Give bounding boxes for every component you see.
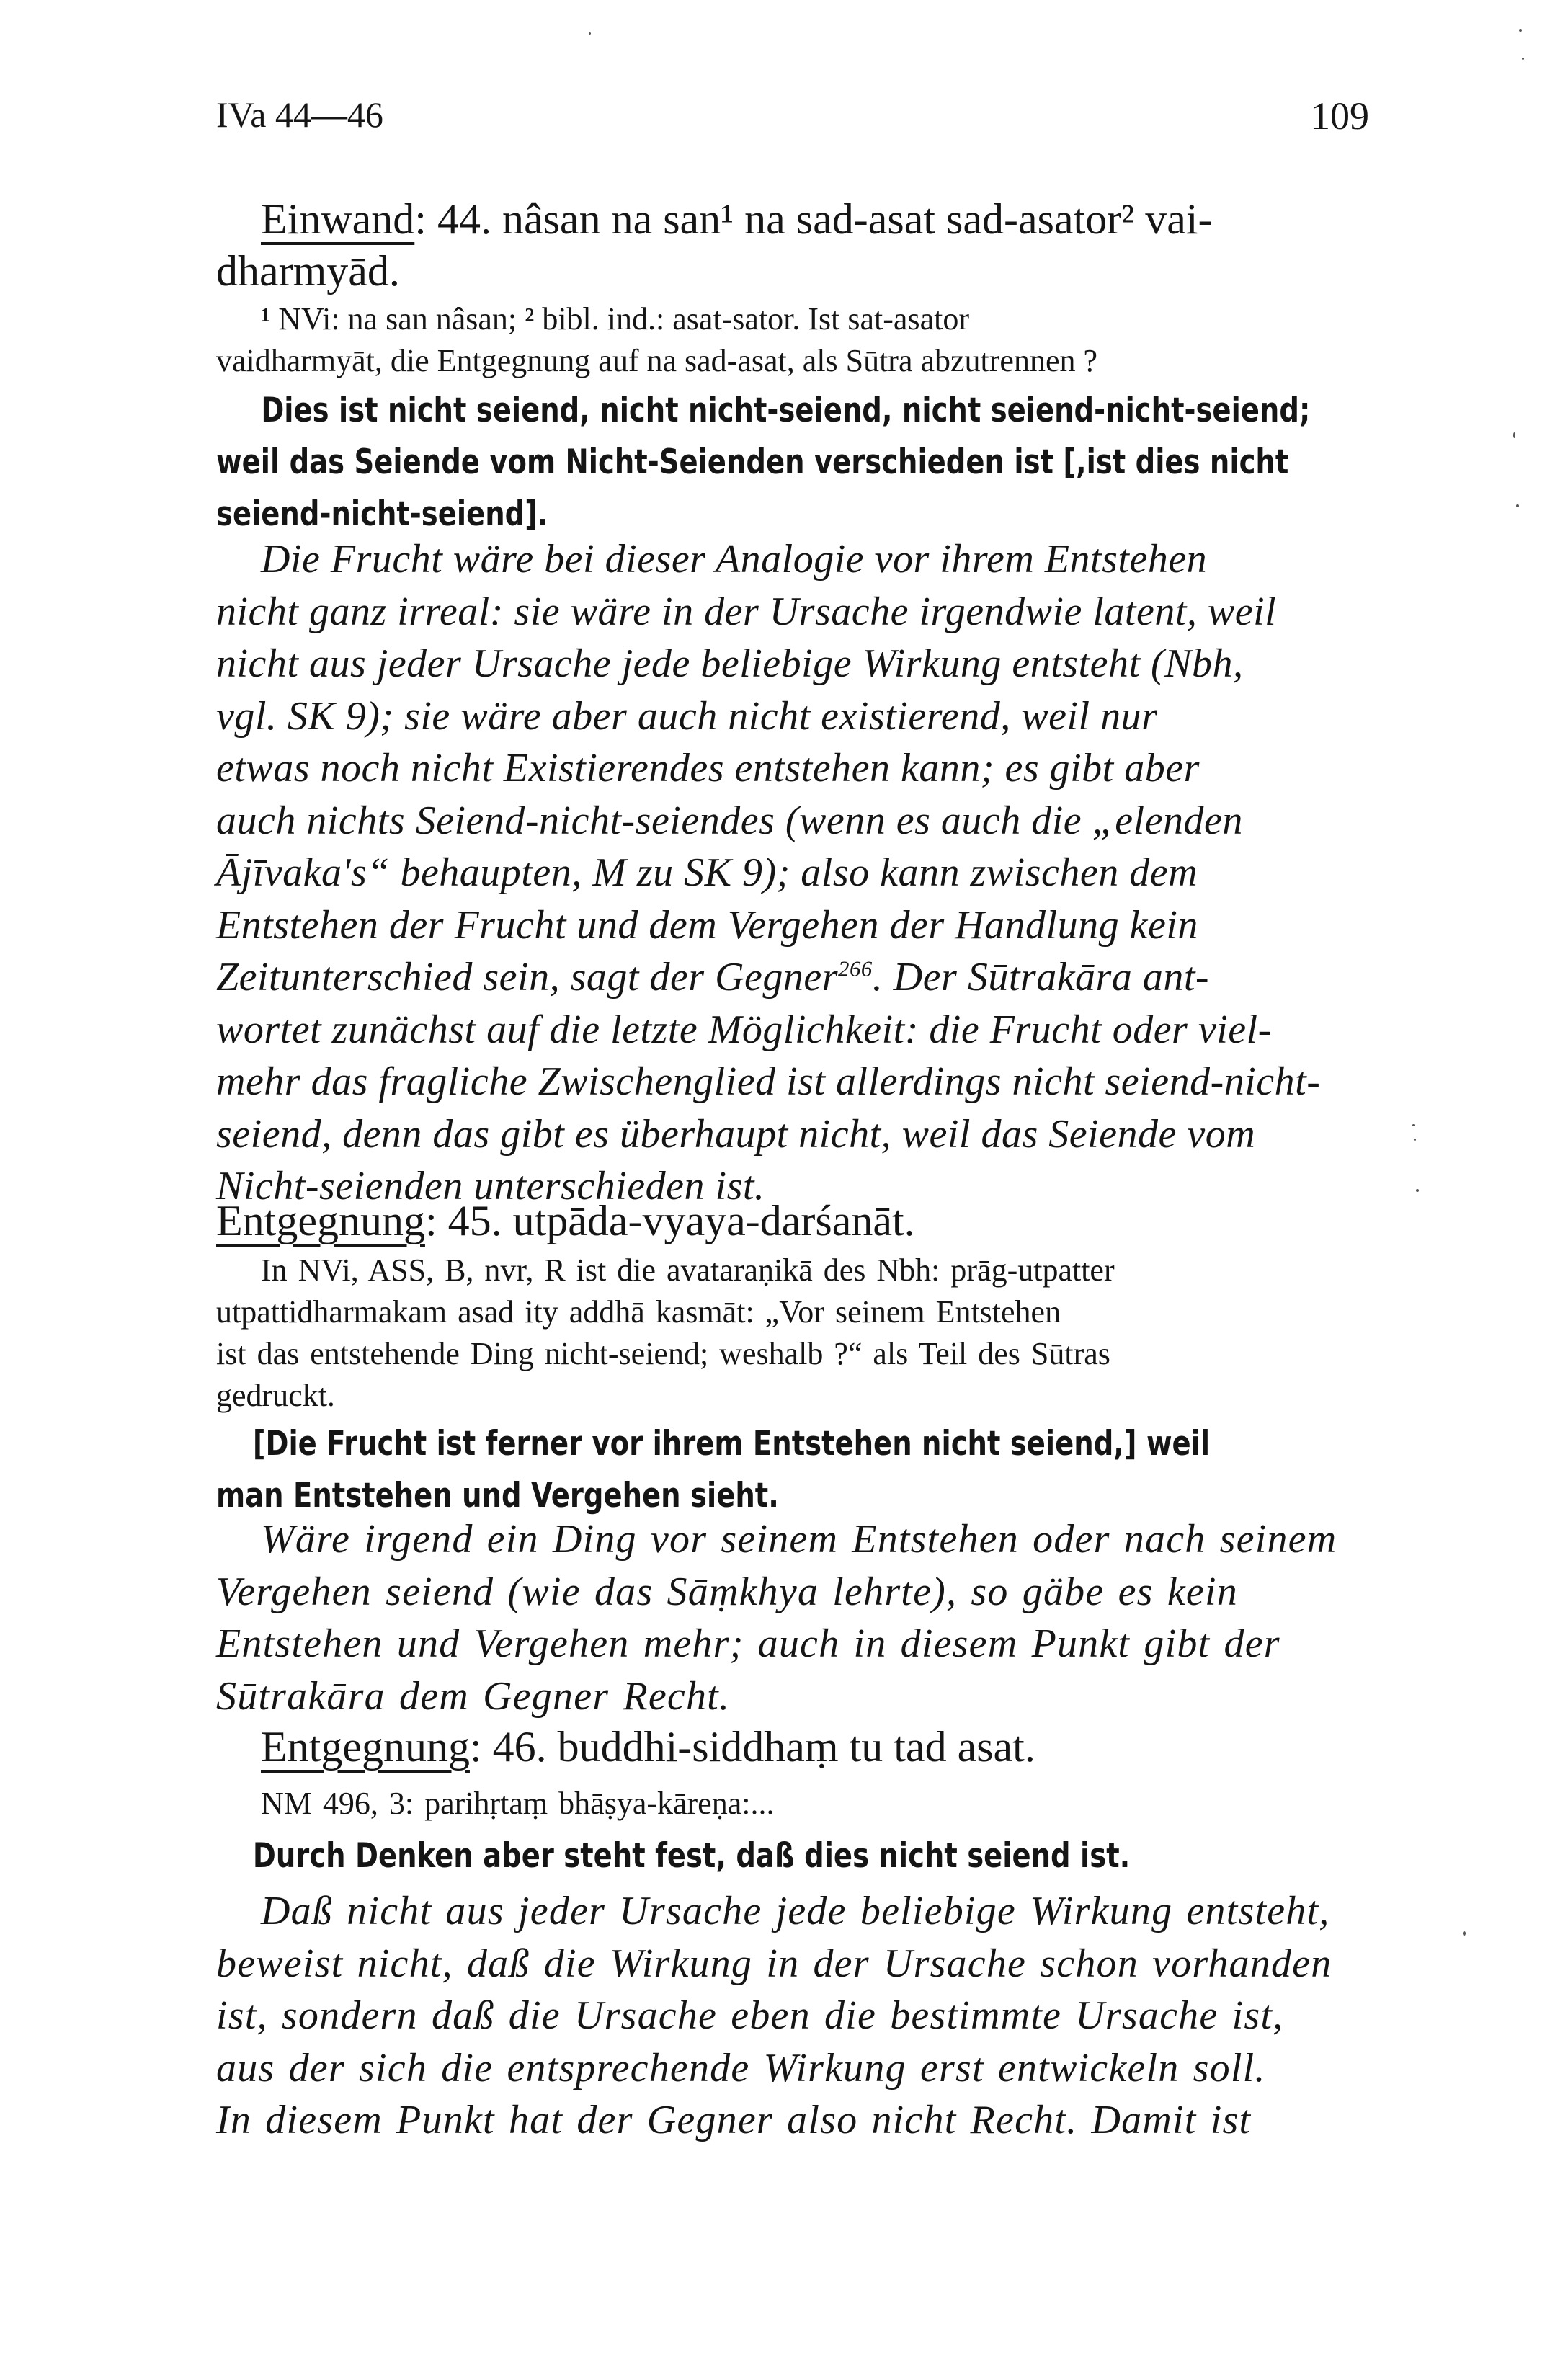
scan-speck [1414, 1139, 1416, 1141]
sutra-text: : 46. buddhi-siddhaṃ tu tad asat. [469, 1723, 1035, 1771]
commentary-line: mehr das fragliche Zwischenglied ist allerdings nicht seiend-nicht- [216, 1059, 1321, 1104]
commentary-line: beweist nicht, daß die Wirkung in der Ursache schon vorhanden [216, 1941, 1332, 1986]
sutra-44-heading [216, 193, 1369, 297]
scan-speck [1513, 432, 1515, 438]
commentary-line [216, 951, 1369, 1004]
translation-45 [216, 1418, 1369, 1522]
sutra-label: Einwand [261, 195, 415, 243]
commentary-line: Die Frucht wäre bei dieser Analogie vor ihrem Entstehen [261, 537, 1208, 582]
sutra-45-heading [216, 1195, 1369, 1247]
sutra-text: : 45. utpāda-vyaya-darśanāt. [424, 1197, 915, 1244]
commentary-line: vgl. SK 9); sie wäre aber auch nicht existierend, weil nur [216, 693, 1158, 739]
footnote-line: ist das entstehende Ding nicht-seiend; weshalb ?“ als Teil des Sūtras [216, 1336, 1110, 1371]
commentary-line: wortet zunächst auf die letzte Möglichkeit: die Frucht oder viel- [216, 1007, 1272, 1052]
scan-speck [1516, 504, 1519, 507]
translation-44 [216, 385, 1369, 540]
commentary-line: auch nichts Seiend-nicht-seiendes (wenn es auch die „elenden [216, 798, 1243, 843]
running-head [216, 94, 1369, 151]
footnote-line: In NVi, ASS, B, nvr, R ist die avataraṇikā des Nbh: prāg-utpatter [261, 1252, 1115, 1288]
translation-line: weil das Seiende vom Nicht-Seienden verschieden ist [,ist dies nicht [216, 442, 1289, 482]
footnote-46 [216, 1783, 1369, 1825]
translation-line: [Die Frucht ist ferner vor ihrem Entstehen nicht seiend,] weil [252, 1424, 1211, 1464]
scan-speck [589, 32, 591, 35]
scan-speck [1463, 1931, 1466, 1936]
translation-line: Dies ist nicht seiend, nicht nicht-seiend, nicht seiend-nicht-seiend; [261, 391, 1311, 430]
commentary-line: Entstehen der Frucht und dem Vergehen der Handlung kein [216, 902, 1198, 948]
commentary-line: aus der sich die entsprechende Wirkung erst entwickeln soll. [216, 2045, 1266, 2090]
footnote-44 [216, 298, 1369, 382]
commentary-line: etwas noch nicht Existierendes entstehen kann; es gibt aber [216, 746, 1200, 791]
commentary-text: Zeitunterschied sein, sagt der Gegner [216, 955, 839, 999]
scan-speck [1519, 29, 1522, 32]
commentary-45 [216, 1513, 1369, 1722]
footnote-line: gedruckt. [216, 1378, 335, 1413]
commentary-line: Daß nicht aus jeder Ursache jede beliebige Wirkung entsteht, [261, 1889, 1330, 1933]
commentary-line: In diesem Punkt hat der Gegner also nicht Recht. Damit ist [216, 2098, 1252, 2142]
commentary-line: seiend, denn das gibt es überhaupt nicht, weil das Seiende vom [216, 1111, 1256, 1157]
sutra-text-continuation: dharmyād. [216, 247, 400, 295]
commentary-line: Sūtrakāra dem Gegner Recht. [216, 1673, 731, 1719]
footnote-reference: 266 [838, 956, 873, 981]
footnote-line: ¹ NVi: na san nâsan; ² bibl. ind.: asat-sator. Ist sat-asator [261, 301, 969, 337]
sutra-label: Entgegnung [216, 1197, 425, 1244]
footnote-45 [216, 1250, 1369, 1417]
scan-speck [1412, 1124, 1415, 1126]
commentary-line: Ājīvaka's“ behaupten, M zu SK 9); also kann zwischen dem [216, 850, 1198, 895]
commentary-text: . Der Sūtrakāra ant- [872, 955, 1210, 999]
scan-speck [1522, 58, 1524, 60]
translation-line: man Entstehen und Vergehen sieht. [216, 1476, 779, 1515]
section-reference: IVa 44—46 [216, 94, 383, 135]
commentary-46 [216, 1885, 1369, 2147]
commentary-line: Nicht-seienden unterschieden ist. [216, 1164, 765, 1208]
commentary-44 [216, 533, 1369, 1213]
translation-46 [216, 1830, 1369, 1882]
commentary-line: Vergehen seiend (wie das Sāṃkhya lehrte), so gäbe es kein [216, 1569, 1238, 1614]
commentary-line: ist, sondern daß die Ursache eben die bestimmte Ursache ist, [216, 1993, 1284, 2038]
commentary-line: nicht aus jeder Ursache jede beliebige Wirkung entsteht (Nbh, [216, 641, 1244, 686]
sutra-46-heading [216, 1721, 1369, 1773]
commentary-line: Wäre irgend ein Ding vor seinem Entstehen oder nach seinem [261, 1517, 1337, 1562]
footnote-line: utpattidharmakam asad ity addhā kasmāt: „Vor seinem Entstehen [216, 1294, 1061, 1330]
commentary-line: nicht ganz irreal: sie wäre in der Ursache irgendwie latent, weil [216, 589, 1277, 634]
sutra-text: : 44. nâsan na san¹ na sad-asat sad-asator² vai- [414, 195, 1213, 243]
translation-line: seiend-nicht-seiend]. [216, 494, 548, 534]
footnote-line: NM 496, 3: parihṛtaṃ bhāṣya-kāreṇa:... [261, 1786, 775, 1821]
translation-line: Durch Denken aber steht fest, daß dies nicht seiend ist. [252, 1836, 1131, 1876]
commentary-line: Entstehen und Vergehen mehr; auch in diesem Punkt gibt der [216, 1621, 1280, 1666]
scan-speck [1416, 1189, 1419, 1192]
page-number: 109 [1311, 94, 1369, 138]
sutra-label: Entgegnung [261, 1723, 470, 1771]
footnote-line: vaidharmyāt, die Entgegnung auf na sad-asat, als Sūtra abzutrennen ? [216, 343, 1097, 378]
